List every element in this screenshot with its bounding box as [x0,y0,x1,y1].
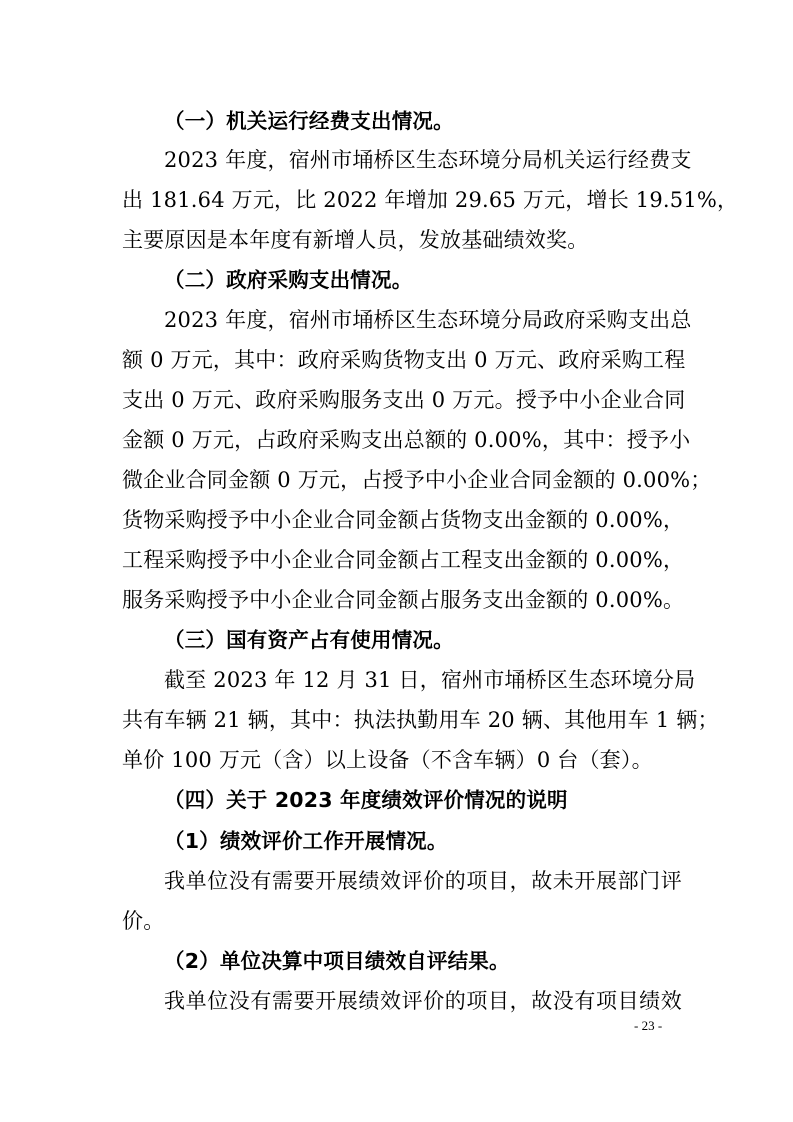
paragraph-line: 工程采购授予中小企业合同金额占工程支出金额的 0.00%， [122,548,685,572]
paragraph-line: 支出 0 万元、政府采购服务支出 0 万元。授予中小企业合同 [122,388,686,412]
paragraph-line: 我单位没有需要开展绩效评价的项目，故没有项目绩效 [164,989,682,1013]
subheading-self-evaluation: （2）单位决算中项目绩效自评结果。 [164,949,510,973]
paragraph-line: 我单位没有需要开展绩效评价的项目，故未开展部门评 [164,869,682,893]
paragraph-line: 主要原因是本年度有新增人员，发放基础绩效奖。 [122,228,589,252]
paragraph-line: 2023 年度，宿州市埇桥区生态环境分局政府采购支出总 [164,308,692,332]
paragraph-line: 额 0 万元，其中：政府采购货物支出 0 万元、政府采购工程 [122,348,686,372]
paragraph-line: 截至 2023 年 12 月 31 日，宿州市埇桥区生态环境分局 [164,668,696,692]
paragraph-line: 单价 100 万元（含）以上设备（不含车辆）0 台（套）。 [122,748,653,772]
paragraph-line: 微企业合同金额 0 万元，占授予中小企业合同金额的 0.00%； [122,468,712,492]
page-number: - 23 - [634,1018,663,1033]
paragraph-line: 服务采购授予中小企业合同金额占服务支出金额的 0.00%。 [122,588,685,612]
paragraph-line: 价。 [122,909,165,933]
heading-operating-expenses: （一）机关运行经费支出情况。 [164,109,454,133]
heading-performance-evaluation: （四）关于 2023 年度绩效评价情况的说明 [164,788,568,812]
paragraph-line: 金额 0 万元，占政府采购支出总额的 0.00%，其中：授予小 [122,428,691,452]
paragraph-line: 共有车辆 21 辆，其中：执法执勤用车 20 辆、其他用车 1 辆； [122,708,719,732]
heading-government-procurement: （二）政府采购支出情况。 [164,268,413,292]
subheading-evaluation-work: （1）绩效评价工作开展情况。 [164,829,448,853]
paragraph-line: 货物采购授予中小企业合同金额占货物支出金额的 0.00%， [122,508,685,532]
paragraph-line: 2023 年度，宿州市埇桥区生态环境分局机关运行经费支 [164,148,692,172]
paragraph-line: 出 181.64 万元，比 2022 年增加 29.65 万元，增长 19.51%， [122,188,739,212]
heading-state-assets: （三）国有资产占有使用情况。 [164,628,454,652]
